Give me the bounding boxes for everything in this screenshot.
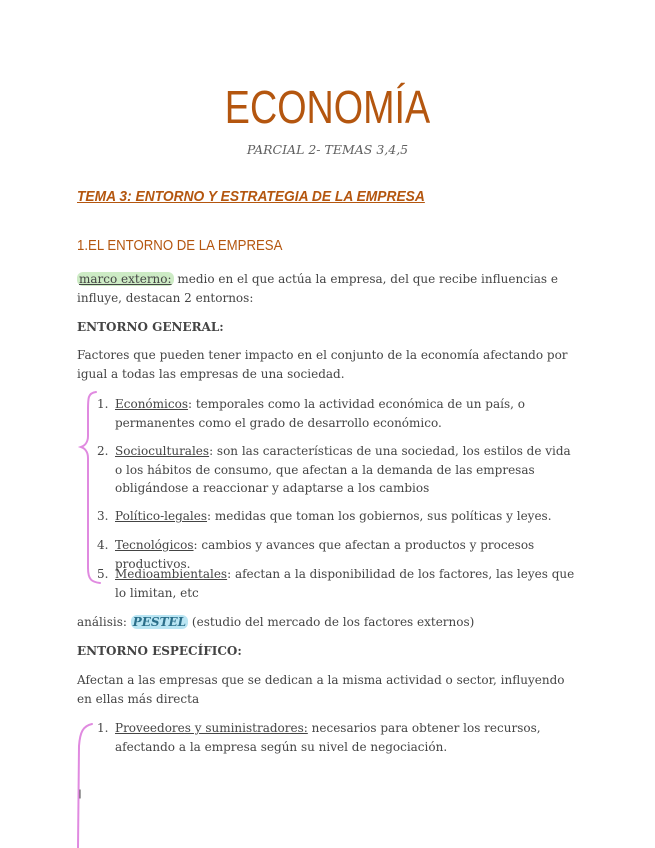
list-term: Tecnológicos <box>115 538 194 552</box>
bracket-general-mark <box>81 392 100 583</box>
bracket-specific-mark <box>78 724 92 848</box>
list-text: necesarios para obtener los recursos, afectando a la empresa según su nivel de negociación. <box>115 721 541 754</box>
list-term: Económicos <box>115 397 188 411</box>
list-number: 3. <box>97 509 109 523</box>
list-text: : cambios y avances que afectan a productos y procesos productivos. <box>115 538 535 571</box>
list-term: Político-legales <box>115 509 208 523</box>
list-number: 1. <box>97 397 109 411</box>
analysis-prefix: análisis: <box>77 615 131 629</box>
list-term: Proveedores y suministradores: <box>115 721 308 735</box>
subsection-heading-entorno: 1.EL ENTORNO DE LA EMPRESA <box>77 237 283 254</box>
list-term: Medioambientales <box>115 567 228 581</box>
list-text: : temporales como la actividad económica de un país, o permanentes como el grado de desarrollo económico. <box>115 397 525 430</box>
analysis-term: PESTEL <box>132 615 187 629</box>
section-heading-tema3: TEMA 3: ENTORNO Y ESTRATEGIA DE LA EMPRESA <box>77 188 425 205</box>
specific-text: Afectan a las empresas que se dedican a la misma actividad o sector, influyendo en ellas más directa <box>77 673 565 706</box>
general-text: Factores que pueden tener impacto en el conjunto de la economía afectando por igual a todas las empresas de una sociedad. <box>77 348 568 381</box>
document-title: ECONOMÍA <box>224 81 431 133</box>
intro-term: marco externo: <box>79 272 172 286</box>
list-number: 4. <box>97 538 109 552</box>
list-text: : afectan a la disponibilidad de los factores, las leyes que lo limitan, etc <box>115 567 575 600</box>
intro-text: medio en el que actúa la empresa, del que recibe influencias e influye, destacan 2 entornos: <box>77 272 558 305</box>
list-number: 1. <box>97 721 109 735</box>
general-heading: ENTORNO GENERAL: <box>77 320 224 334</box>
document-subtitle: PARCIAL 2- TEMAS 3,4,5 <box>246 142 409 157</box>
list-text: : medidas que toman los gobiernos, sus políticas y leyes. <box>207 509 552 523</box>
list-text: : son las características de una sociedad, los estilos de vida o los hábitos de consumo, que afectan a la demanda de las empresas obligándose a reaccionar y adaptarse a los cambios <box>115 444 571 495</box>
list-number: 5. <box>97 567 109 581</box>
list-number: 2. <box>97 444 109 458</box>
list-term: Socioculturales <box>115 444 210 458</box>
analysis-text: (estudio del mercado de los factores externos) <box>188 615 475 629</box>
specific-heading: ENTORNO ESPECÍFICO: <box>77 644 242 658</box>
